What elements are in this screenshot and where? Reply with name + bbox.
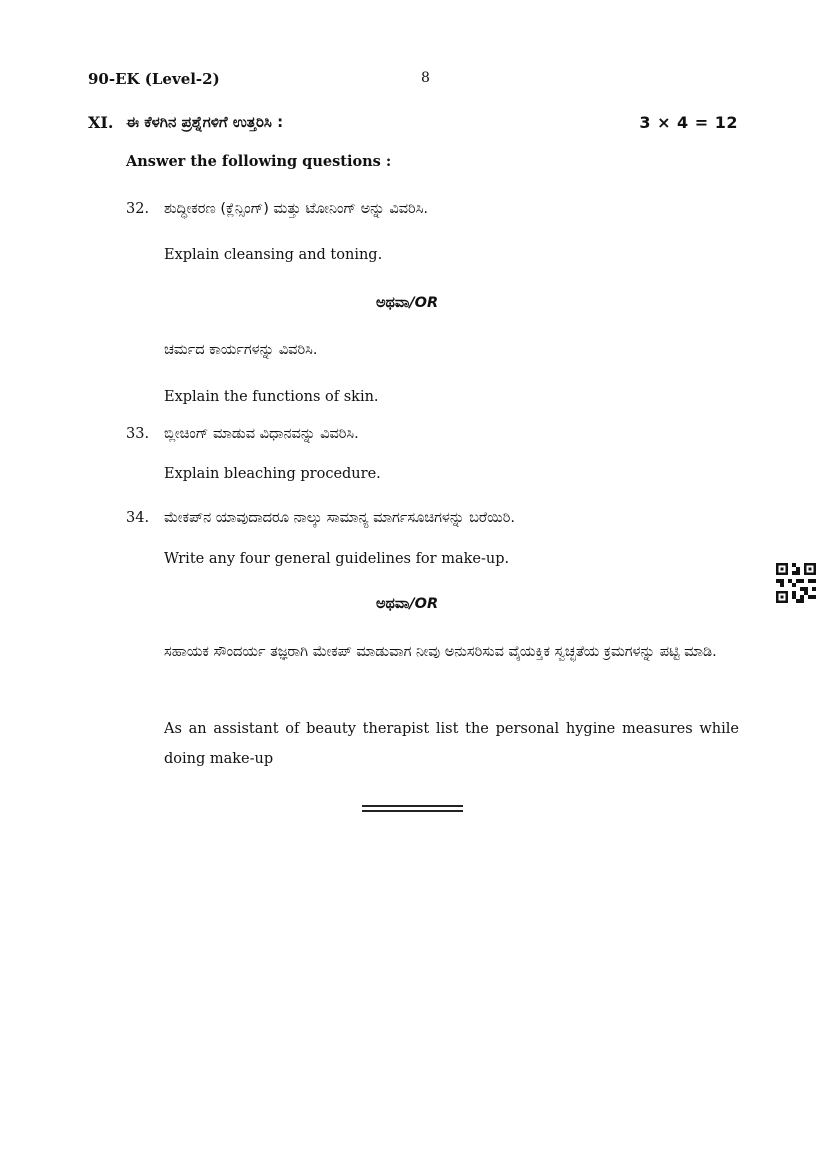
page-number: 8	[421, 70, 430, 86]
alt-question-text-english: As an assistant of beauty therapist list the personal hygine measures while doing make-up	[164, 721, 739, 767]
or-label-english: /OR	[409, 295, 439, 311]
question-number: 32.	[126, 201, 150, 217]
or-label-kannada: ಅಥವಾ	[376, 295, 410, 311]
qr-code-icon	[776, 563, 816, 603]
section-number: XI.	[88, 113, 114, 132]
or-separator	[376, 596, 438, 612]
question-text-kannada: ಬ್ಲೀಚಿಂಗ್ ಮಾಡುವ ವಿಧಾನವನ್ನು ವಿವರಿಸಿ.	[164, 426, 359, 442]
question-text-english: Explain bleaching procedure.	[164, 466, 381, 482]
alt-question-text-kannada: ಸಹಾಯಕ ಸೌಂದರ್ಯ ತಜ್ಞರಾಗಿ ಮೇಕಪ್ ಮಾಡುವಾಗ ನೀವು ಅನುಸರಿಸುವ ವೈಯಕ್ತಿಕ ಸ್ವಚ್ಛತೆಯ ಕ್ರಮಗಳನ್ನು ಪಟ್ಟಿ ಮಾಡಿ.	[164, 644, 717, 660]
question-text-kannada: ಮೇಕಪ್‌ನ ಯಾವುದಾದರೂ ನಾಲ್ಕು ಸಾಮಾನ್ಯ ಮಾರ್ಗಸೂಚಿಗಳನ್ನು ಬರೆಯಿರಿ.	[164, 510, 515, 526]
end-rule-top	[362, 805, 463, 807]
end-rule-bottom	[362, 810, 463, 812]
question-number: 33.	[126, 426, 150, 442]
question-number: 34.	[126, 510, 150, 526]
question-text-kannada: ಶುದ್ಧೀಕರಣ (ಕ್ಲೆನ್ಸಿಂಗ್) ಮತ್ತು ಟೋನಿಂಗ್ ಅನ್ನು ವಿವರಿಸಿ.	[164, 201, 429, 217]
section-title-english: Answer the following questions :	[126, 153, 392, 170]
or-label-kannada: ಅಥವಾ	[376, 596, 410, 612]
or-separator	[376, 295, 438, 311]
section-title-kannada: ಈ ಕೆಳಗಿನ ಪ್ರಶ್ನೆಗಳಿಗೆ ಉತ್ತರಿಸಿ :	[126, 113, 284, 131]
paper-code: 90-EK (Level-2)	[88, 70, 220, 88]
section-marks: 3 × 4 = 12	[639, 113, 738, 132]
or-label-english: /OR	[409, 596, 439, 612]
alt-question-text-english: Explain the functions of skin.	[164, 389, 379, 405]
alt-question-text-kannada: ಚರ್ಮದ ಕಾರ್ಯಗಳನ್ನು ವಿವರಿಸಿ.	[164, 342, 318, 358]
question-text-english: Explain cleansing and toning.	[164, 247, 383, 263]
question-text-english: Write any four general guidelines for make-up.	[164, 551, 510, 567]
